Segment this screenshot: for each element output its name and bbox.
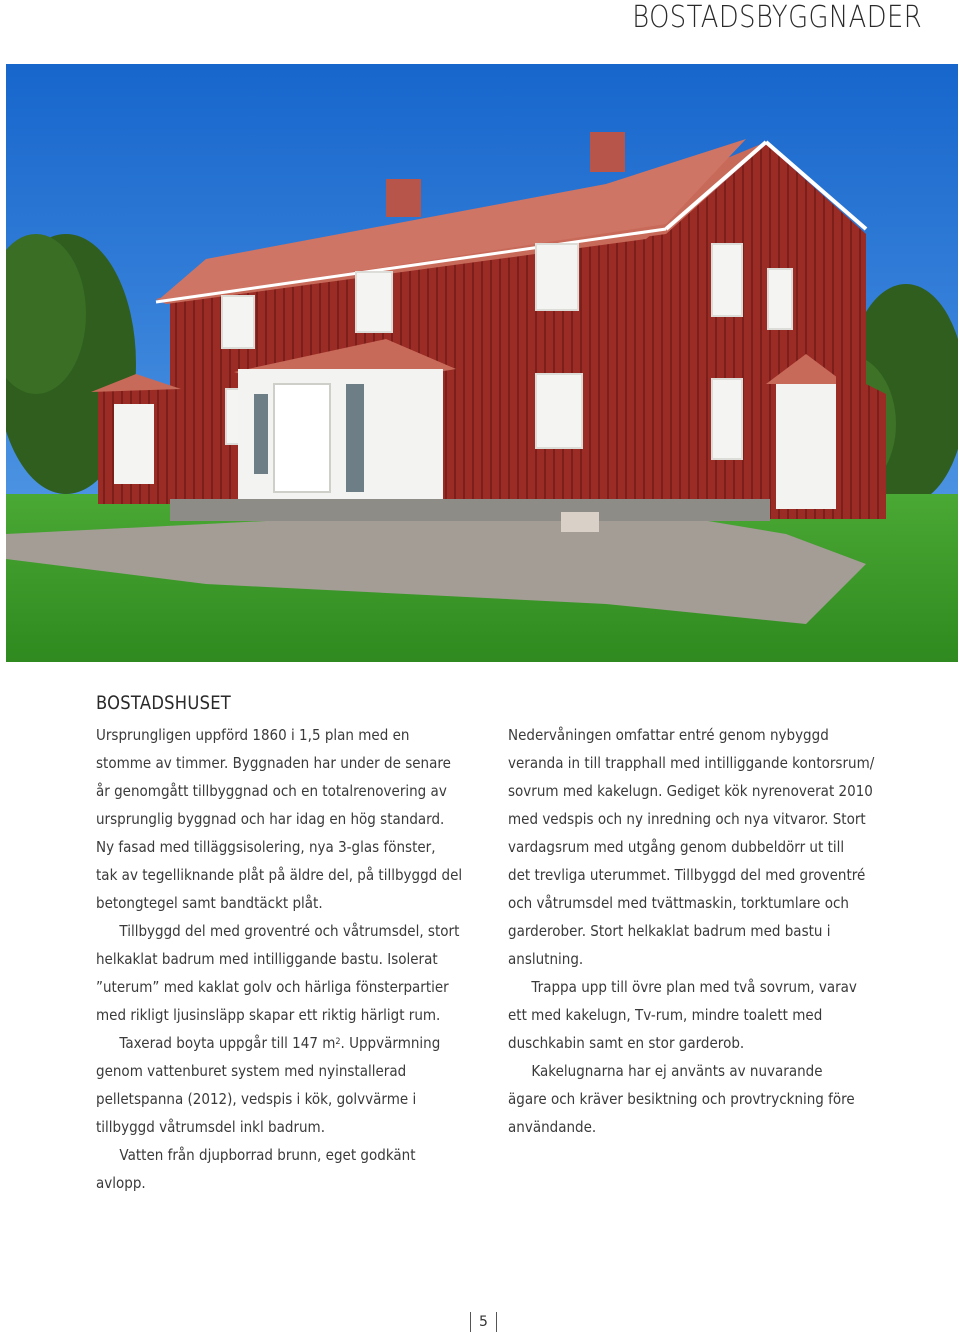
paragraph-line: genom vattenburet system med nyinstallerad bbox=[96, 1062, 407, 1080]
paragraph-line: garderober. Stort helkaklat badrum med bastu i bbox=[508, 922, 831, 940]
page-title: BOSTADSBYGGNADER bbox=[632, 0, 922, 35]
area-text-tail: . Uppvärmning bbox=[340, 1034, 441, 1052]
paragraph-line: pelletspanna (2012), vedspis i kök, golvvärme i bbox=[96, 1090, 417, 1108]
paragraph-line: ägare och kräver besiktning och provtryckning före bbox=[508, 1090, 855, 1108]
page-number: 5 bbox=[470, 1312, 497, 1332]
paragraph-line: Vatten från djupborrad brunn, eget godkänt bbox=[119, 1146, 416, 1164]
paragraph-line: tak av tegelliknande plåt på äldre del, på tillbyggd del bbox=[96, 866, 463, 884]
left-column bbox=[96, 721, 486, 1197]
paragraph-line: Ursprungligen uppförd 1860 i 1,5 plan med en bbox=[96, 726, 410, 744]
paragraph-line: sovrum med kakelugn. Gediget kök nyrenoverat 2010 bbox=[508, 782, 873, 800]
paragraph-line: Kakelugnarna har ej använts av nuvarande bbox=[531, 1062, 823, 1080]
paragraph-line: det trevliga uterummet. Tillbyggd del med groventré bbox=[508, 866, 866, 884]
area-unit-superscript: 2 bbox=[335, 1037, 341, 1047]
paragraph-line: ursprunglig byggnad och har idag en hög standard. bbox=[96, 810, 445, 828]
paragraph-line: Nedervåningen omfattar entré genom nybyggd bbox=[508, 726, 829, 744]
paragraph-line: ”uterum” med kaklat golv och härliga fönsterpartier bbox=[96, 978, 449, 996]
paragraph-line: användande. bbox=[508, 1118, 597, 1136]
paragraph-line: år genomgått tillbyggnad och en totalrenovering av bbox=[96, 782, 447, 800]
paragraph-line: helkaklat badrum med intilliggande bastu. Isolerat bbox=[96, 950, 438, 968]
area-text: Taxerad boyta uppgår till 147 m bbox=[119, 1034, 336, 1052]
paragraph-line: med vedspis och ny inredning och nya vitvaror. Stort bbox=[508, 810, 866, 828]
paragraph-line: betongtegel samt bandtäckt plåt. bbox=[96, 894, 323, 912]
paragraph-line: vardagsrum med utgång genom dubbeldörr ut till bbox=[508, 838, 845, 856]
right-column bbox=[508, 721, 908, 1141]
paragraph-line: med rikligt ljusinsläpp skapar ett riktig härligt rum. bbox=[96, 1006, 441, 1024]
paragraph-line: anslutning. bbox=[508, 950, 584, 968]
house-photo bbox=[6, 64, 958, 662]
paragraph-line: tillbyggd våtrumsdel inkl badrum. bbox=[96, 1118, 325, 1136]
paragraph-line: ett med kakelugn, Tv-rum, mindre toalett med bbox=[508, 1006, 823, 1024]
paragraph-line bbox=[96, 1029, 447, 1057]
paragraph-line: Tillbyggd del med groventré och våtrumsdel, stort bbox=[119, 922, 460, 940]
paragraph-line: veranda in till trapphall med intilliggande kontorsrum/ bbox=[508, 754, 875, 772]
paragraph-line: och våtrumsdel med tvättmaskin, torktumlare och bbox=[508, 894, 849, 912]
paragraph-line: Ny fasad med tilläggsisolering, nya 3-glas fönster, bbox=[96, 838, 436, 856]
paragraph-line: stomme av timmer. Byggnaden har under de senare bbox=[96, 754, 451, 772]
paragraph-line: duschkabin samt en stor garderob. bbox=[508, 1034, 745, 1052]
paragraph-line: Trappa upp till övre plan med två sovrum, varav bbox=[531, 978, 857, 996]
paragraph-line: avlopp. bbox=[96, 1174, 146, 1192]
section-heading: BOSTADSHUSET bbox=[96, 692, 232, 714]
